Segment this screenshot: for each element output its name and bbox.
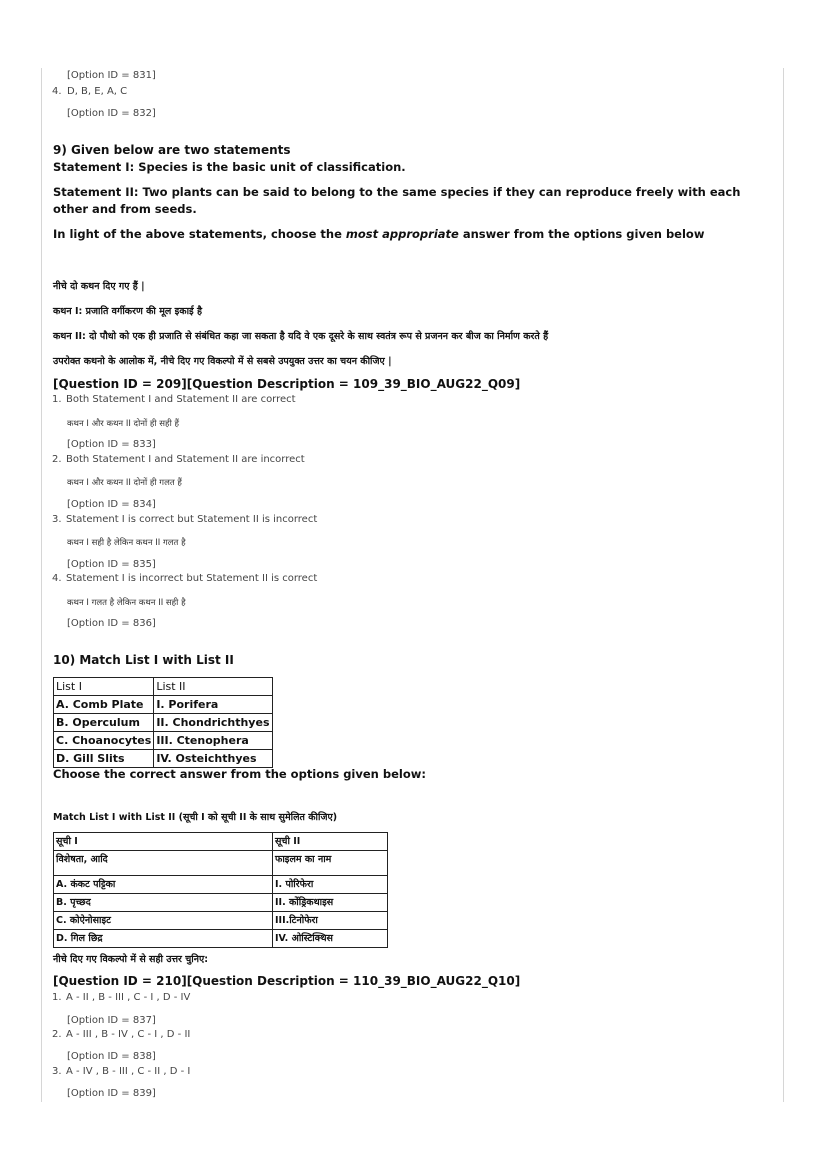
table-cell: सूची I xyxy=(54,833,273,851)
table-cell: I. Porifera xyxy=(154,696,272,714)
question-10-id: [Question ID = 210][Question Description = 110_39_BIO_AUG22_Q10] xyxy=(53,974,521,988)
q9-option-3-id: [Option ID = 835] xyxy=(67,559,156,570)
table-cell: A. कंकट पट्टिका xyxy=(54,876,273,894)
option-number: 3. xyxy=(52,1066,62,1077)
question-9-id: [Question ID = 209][Question Description = 109_39_BIO_AUG22_Q09] xyxy=(53,377,521,391)
option-number: 3. xyxy=(52,514,62,525)
option-number: 2. xyxy=(52,1029,62,1040)
table-cell: III. Ctenophera xyxy=(154,732,272,750)
table-cell: List II xyxy=(154,678,272,696)
q10-option-3[interactable] xyxy=(52,1066,190,1077)
q9-option-2[interactable] xyxy=(52,454,305,465)
question-9-hindi-line-4: उपरोक्त कथनो के आलोक में, नीचे दिए गए विकल्पो में से सबसे उपयुक्त उत्तर का चयन कीजिए | xyxy=(53,356,392,367)
q9-option-1-hindi: कथन I और कथन II दोनों ही सही हैं xyxy=(67,419,179,429)
option-text: A - IV , B - III , C - II , D - I xyxy=(66,1066,191,1077)
table-cell: IV. ओस्टिक्थिस xyxy=(273,930,388,948)
table-cell: D. Gill Slits xyxy=(54,750,154,768)
option-number: 1. xyxy=(52,394,62,405)
question-9-hindi-line-1: नीचे दो कथन दिए गए हैं | xyxy=(53,281,145,292)
option-text: Statement I is incorrect but Statement II is correct xyxy=(66,573,318,584)
option-number: 4. xyxy=(52,86,62,97)
question-9-hindi-line-3: कथन II: दो पौधो को एक ही प्रजाति से संबंधित कहा जा सकता है यदि वे एक दूसरे के साथ स्वतंत्र रूप से प्रजनन कर बीज का निर्माण करते हैं xyxy=(53,331,549,342)
option-number: 2. xyxy=(52,454,62,465)
question-9-title: 9) Given below are two statements xyxy=(53,143,291,157)
question-9-statement-2: Statement II: Two plants can be said to belong to the same species if they can reproduce freely with each other and from seeds. xyxy=(53,185,741,216)
option-text: D, B, E, A, C xyxy=(67,86,128,97)
table-cell: I. पोरिफेरा xyxy=(273,876,388,894)
q9-option-4[interactable] xyxy=(52,573,317,584)
table-row xyxy=(54,696,273,714)
table-row xyxy=(54,714,273,732)
hindi-match-list-table xyxy=(53,832,388,948)
q9-option-2-hindi: कथन I और कथन II दोनों ही गलत हैं xyxy=(67,478,182,488)
q9-option-4-hindi: कथन I गलत है लेकिन कथन II सही है xyxy=(67,598,186,608)
table-cell: D. गिल छिद्र xyxy=(54,930,273,948)
q10-option-3-id: [Option ID = 839] xyxy=(67,1088,156,1099)
option-id-831: [Option ID = 831] xyxy=(67,70,156,81)
table-row xyxy=(54,912,388,930)
table-row xyxy=(54,876,388,894)
table-row xyxy=(54,750,273,768)
table-cell: B. Operculum xyxy=(54,714,154,732)
question-9-instruction xyxy=(53,226,763,243)
table-row xyxy=(54,894,388,912)
q9-option-4-id: [Option ID = 836] xyxy=(67,618,156,629)
instruction-emphasis: most appropriate xyxy=(345,227,459,241)
table-cell: List I xyxy=(54,678,154,696)
q9-option-2-id: [Option ID = 834] xyxy=(67,499,156,510)
q9-option-3-hindi: कथन I सही है लेकिन कथन II गलत है xyxy=(67,538,186,548)
option-text: Both Statement I and Statement II are incorrect xyxy=(66,454,305,465)
table-cell: II. Chondrichthyes xyxy=(154,714,272,732)
table-row xyxy=(54,678,273,696)
table-cell: फाइलम का नाम xyxy=(273,851,388,876)
q9-option-1-id: [Option ID = 833] xyxy=(67,439,156,450)
table-row xyxy=(54,851,388,876)
table-cell: B. पृच्छद xyxy=(54,894,273,912)
q10-option-1-id: [Option ID = 837] xyxy=(67,1015,156,1026)
table-row xyxy=(54,833,388,851)
option-number: 4. xyxy=(52,573,62,584)
table-cell: सूची II xyxy=(273,833,388,851)
table-cell: C. कोऐनोसाइट xyxy=(54,912,273,930)
table-row xyxy=(54,930,388,948)
q10-option-1[interactable] xyxy=(52,992,190,1003)
question-9-hindi-line-2: कथन I: प्रजाति वर्गीकरण की मूल इकाई है xyxy=(53,306,203,317)
question-10-choose: Choose the correct answer from the options given below: xyxy=(53,767,426,781)
option-text: Both Statement I and Statement II are correct xyxy=(66,394,296,405)
table-cell: विशेषता, आदि xyxy=(54,851,273,876)
instruction-text-pre: In light of the above statements, choose the xyxy=(53,227,346,241)
q10-option-2-id: [Option ID = 838] xyxy=(67,1051,156,1062)
match-list-table xyxy=(53,677,273,768)
q9-option-1[interactable] xyxy=(52,394,296,405)
table-cell: C. Choanocytes xyxy=(54,732,154,750)
option-text: A - III , B - IV , C - I , D - II xyxy=(66,1029,191,1040)
instruction-text-post: answer from the options given below xyxy=(458,227,705,241)
question-10-title: 10) Match List I with List II xyxy=(53,653,234,667)
option-id-832: [Option ID = 832] xyxy=(67,108,156,119)
question-10-hindi-choose: नीचे दिए गए विकल्पो में से सही उत्तर चुनिए: xyxy=(53,954,209,965)
table-cell: A. Comb Plate xyxy=(54,696,154,714)
option-item-4[interactable] xyxy=(52,86,127,97)
q10-option-2[interactable] xyxy=(52,1029,190,1040)
table-cell: III.टिनोफेरा xyxy=(273,912,388,930)
question-10-hindi-heading: Match List I with List II (सूची I को सूची II के साथ सुमेलित कीजिए) xyxy=(53,812,338,823)
option-text: A - II , B - III , C - I , D - IV xyxy=(66,992,191,1003)
table-row xyxy=(54,732,273,750)
table-cell: II. कोंड्रिकथाइस xyxy=(273,894,388,912)
option-text: Statement I is correct but Statement II is incorrect xyxy=(66,514,318,525)
q9-option-3[interactable] xyxy=(52,514,317,525)
question-9-statement-1: Statement I: Species is the basic unit of classification. xyxy=(53,160,406,174)
option-number: 1. xyxy=(52,992,62,1003)
table-cell: IV. Osteichthyes xyxy=(154,750,272,768)
